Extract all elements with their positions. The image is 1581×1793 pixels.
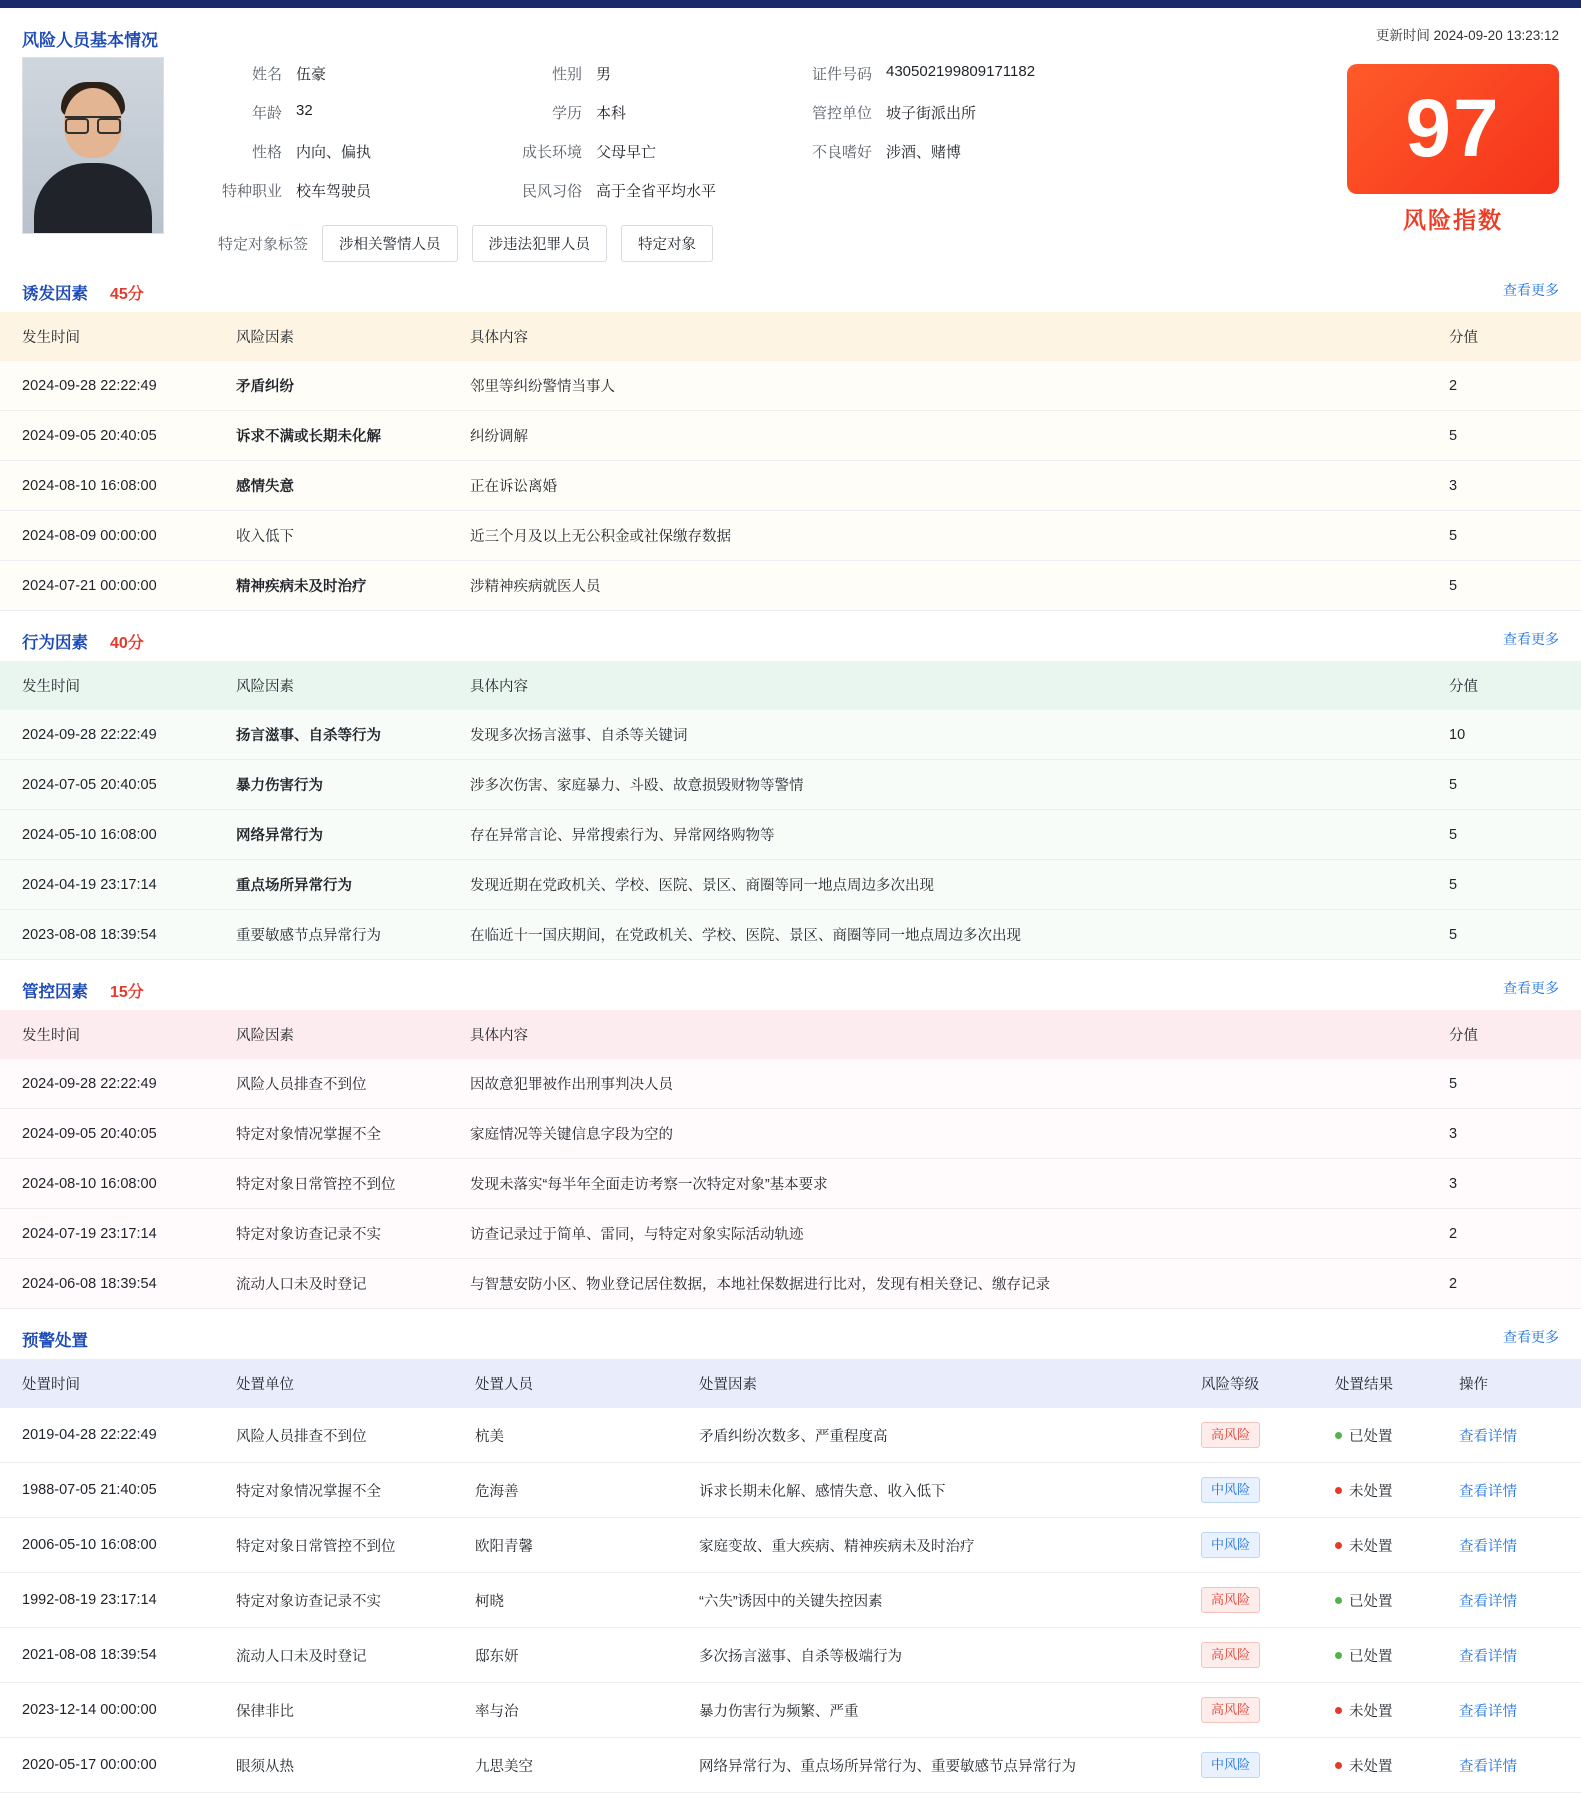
cell-result [1323,1573,1447,1628]
table-row [0,760,1581,810]
warning-section [0,1327,1581,1793]
person-field [196,63,496,84]
table-row [0,1059,1581,1109]
cell-score: 5 [1437,511,1581,561]
cell-person: 柯晓 [463,1573,687,1628]
cell-score: 5 [1437,860,1581,910]
cell-time: 2019-04-28 22:22:49 [0,1408,224,1463]
cell-unit: 眼须从热 [224,1738,463,1793]
cell-detail: 正在诉讼离婚 [458,461,1437,511]
status-dot-icon [1335,1597,1342,1604]
factor-table [0,661,1581,960]
cell-risk-level [1189,1518,1323,1573]
cell-factor: 网络异常行为、重点场所异常行为、重要敏感节点异常行为 [687,1738,1189,1793]
cell-result [1323,1683,1447,1738]
table-row [0,1159,1581,1209]
person-field [496,180,786,201]
column-header: 风险因素 [236,330,294,346]
cell-detail: 发现未落实“每半年全面走访考察一次特定对象”基本要求 [458,1159,1437,1209]
cell-person: 欧阳青馨 [463,1518,687,1573]
person-field-value: 伍豪 [296,66,327,83]
cell-time: 2024-09-05 20:40:05 [0,1109,224,1159]
result-text: 已处置 [1349,1593,1393,1610]
cell-detail: 家庭情况等关键信息字段为空的 [458,1109,1437,1159]
status-dot-icon [1335,1432,1342,1439]
tag-list [322,225,727,262]
cell-factor: 特定对象日常管控不到位 [224,1159,458,1209]
cell-risk-level [1189,1628,1323,1683]
table-row [0,411,1581,461]
cell-time: 2024-07-19 23:17:14 [0,1209,224,1259]
person-field-label: 姓名 [251,66,282,83]
factor-more-link[interactable]: 查看更多 [1503,980,1559,996]
cell-time: 2006-05-10 16:08:00 [0,1518,224,1573]
cell-person: 危海善 [463,1463,687,1518]
cell-factor: 风险人员排查不到位 [224,1059,458,1109]
cell-factor: 诉求不满或长期未化解 [224,411,458,461]
cell-time: 1992-08-19 23:17:14 [0,1573,224,1628]
cell-detail: 存在异常言论、异常搜索行为、异常网络购物等 [458,810,1437,860]
cell-factor: 重要敏感节点异常行为 [224,910,458,960]
cell-score: 3 [1437,1159,1581,1209]
result-text: 未处置 [1349,1703,1393,1720]
person-field-label: 特种职业 [221,183,282,200]
table-row [0,1738,1581,1793]
cell-operation [1447,1518,1581,1573]
cell-risk-level [1189,1463,1323,1518]
cell-time: 2024-09-05 20:40:05 [0,411,224,461]
view-detail-link[interactable]: 查看详情 [1459,1538,1517,1555]
column-header: 具体内容 [470,679,528,695]
factor-section [0,629,1581,960]
factor-section-score: 45分 [110,286,144,303]
column-header: 具体内容 [470,1028,528,1044]
person-field-value: 本科 [596,105,627,122]
cell-score: 5 [1437,810,1581,860]
factor-section-head [0,280,1581,304]
cell-detail: 因故意犯罪被作出刑事判决人员 [458,1059,1437,1109]
factor-more-link[interactable]: 查看更多 [1503,282,1559,298]
factor-section-title: 行为因素 [22,634,88,652]
cell-unit: 特定对象日常管控不到位 [224,1518,463,1573]
cell-time: 2024-04-19 23:17:14 [0,860,224,910]
cell-operation [1447,1683,1581,1738]
person-field-value: 430502199809171182 [886,63,1036,80]
column-header: 处置因素 [699,1377,757,1393]
cell-detail: 涉多次伤害、家庭暴力、斗殴、故意损毁财物等警情 [458,760,1437,810]
cell-time: 1988-07-05 21:40:05 [0,1463,224,1518]
table-row [0,710,1581,760]
column-header: 具体内容 [470,330,528,346]
status-dot-icon [1335,1542,1342,1549]
cell-time: 2024-08-10 16:08:00 [0,1159,224,1209]
factor-sections [0,280,1581,1309]
person-field-value: 32 [296,102,313,119]
person-field-label: 年龄 [251,105,282,122]
cell-result [1323,1518,1447,1573]
cell-factor: 诉求长期未化解、感情失意、收入低下 [687,1463,1189,1518]
factor-section-title: 管控因素 [22,983,88,1001]
view-detail-link[interactable]: 查看详情 [1459,1703,1517,1720]
column-header: 发生时间 [22,1028,80,1044]
table-row [0,1683,1581,1738]
cell-risk-level [1189,1408,1323,1463]
person-field-value: 男 [596,66,612,83]
column-header: 发生时间 [22,679,80,695]
cell-result [1323,1738,1447,1793]
cell-factor: 暴力伤害行为 [224,760,458,810]
cell-risk-level [1189,1573,1323,1628]
warning-table-body [0,1408,1581,1793]
warning-more-link[interactable]: 查看更多 [1503,1329,1559,1345]
cell-detail: 涉精神疾病就医人员 [458,561,1437,611]
factor-section-head [0,978,1581,1002]
result-text: 未处置 [1349,1483,1393,1500]
person-field-value: 坡子街派出所 [886,105,977,122]
column-header: 处置单位 [236,1377,294,1393]
cell-person: 九思美空 [463,1738,687,1793]
cell-score: 2 [1437,361,1581,411]
column-header: 操作 [1459,1377,1488,1393]
factor-table-header [0,1010,1581,1059]
page-title: 风险人员基本情况 [22,31,158,50]
cell-score: 3 [1437,1109,1581,1159]
cell-time: 2024-07-21 00:00:00 [0,561,224,611]
warning-table [0,1359,1581,1793]
table-row [0,1518,1581,1573]
cell-factor: 流动人口未及时登记 [224,1259,458,1309]
cell-result [1323,1408,1447,1463]
cell-score: 5 [1437,1059,1581,1109]
cell-time: 2024-06-08 18:39:54 [0,1259,224,1309]
factor-section-score: 15分 [110,984,144,1001]
status-badge: 中风险 [1201,1477,1260,1503]
person-field [196,102,496,123]
column-header: 发生时间 [22,330,80,346]
table-row [0,1109,1581,1159]
person-field-label: 性别 [551,66,582,83]
cell-result [1323,1628,1447,1683]
cell-operation [1447,1738,1581,1793]
top-accent-bar [0,0,1581,8]
cell-factor: 收入低下 [224,511,458,561]
cell-time: 2020-05-17 00:00:00 [0,1738,224,1793]
result-text: 未处置 [1349,1758,1393,1775]
cell-score: 5 [1437,910,1581,960]
person-field-label: 性格 [251,144,282,161]
cell-score: 2 [1437,1259,1581,1309]
table-row [0,1259,1581,1309]
factor-table [0,312,1581,611]
person-photo [22,57,164,234]
cell-factor: 矛盾纠纷 [224,361,458,411]
cell-detail: 访查记录过于简单、雷同，与特定对象实际活动轨迹 [458,1209,1437,1259]
column-header: 处置时间 [22,1377,80,1393]
cell-factor: 网络异常行为 [224,810,458,860]
update-time: 更新时间 2024-09-20 13:23:12 [1375,28,1559,43]
cell-factor: 重点场所异常行为 [224,860,458,910]
cell-factor: 暴力伤害行为频繁、严重 [687,1683,1189,1738]
cell-detail: 发现近期在党政机关、学校、医院、景区、商圈等同一地点周边多次出现 [458,860,1437,910]
cell-detail: 邻里等纠纷警情当事人 [458,361,1437,411]
photo-glasses [65,116,121,132]
cell-person: 杭美 [463,1408,687,1463]
cell-score: 10 [1437,710,1581,760]
view-detail-link[interactable]: 查看详情 [1459,1428,1517,1445]
cell-risk-level [1189,1738,1323,1793]
cell-factor: 感情失意 [224,461,458,511]
table-row [0,1573,1581,1628]
basic-info-section [0,8,1581,262]
risk-index-label: 风险指数 [1403,207,1503,233]
column-header: 风险等级 [1201,1377,1259,1393]
view-detail-link[interactable]: 查看详情 [1459,1483,1517,1500]
view-detail-link[interactable]: 查看详情 [1459,1648,1517,1665]
table-row [0,561,1581,611]
view-detail-link[interactable]: 查看详情 [1459,1758,1517,1775]
cell-operation [1447,1628,1581,1683]
cell-score: 2 [1437,1209,1581,1259]
status-badge: 中风险 [1201,1752,1260,1778]
table-row [0,910,1581,960]
cell-unit: 风险人员排查不到位 [224,1408,463,1463]
cell-score: 3 [1437,461,1581,511]
cell-score: 5 [1437,411,1581,461]
view-detail-link[interactable]: 查看详情 [1459,1593,1517,1610]
factor-section-head [0,629,1581,653]
cell-time: 2024-09-28 22:22:49 [0,361,224,411]
cell-factor: 特定对象情况掌握不全 [224,1109,458,1159]
person-field-label: 民风习俗 [521,183,582,200]
cell-factor: 矛盾纠纷次数多、严重程度高 [687,1408,1189,1463]
person-field-value: 内向、偏执 [296,144,372,161]
status-badge: 高风险 [1201,1697,1260,1723]
object-tag[interactable]: 涉违法犯罪人员 [472,225,608,262]
status-dot-icon [1335,1707,1342,1714]
table-row [0,1628,1581,1683]
factor-table-header [0,661,1581,710]
tags-label: 特定对象标签 [217,236,308,253]
factor-table [0,1010,1581,1309]
person-field [496,102,786,123]
result-text: 已处置 [1349,1428,1393,1445]
cell-person: 邸东妍 [463,1628,687,1683]
cell-score: 5 [1437,760,1581,810]
photo-body [34,163,152,233]
factor-section [0,978,1581,1309]
person-field [196,180,496,201]
column-header: 分值 [1449,1028,1478,1044]
cell-operation [1447,1463,1581,1518]
factor-table-header [0,312,1581,361]
person-field-label: 证件号码 [811,66,872,83]
factor-more-link[interactable]: 查看更多 [1503,631,1559,647]
cell-unit: 流动人口未及时登记 [224,1628,463,1683]
status-dot-icon [1335,1762,1342,1769]
factor-section-score: 40分 [110,635,144,652]
cell-time: 2023-12-14 00:00:00 [0,1683,224,1738]
warning-section-title: 预警处置 [22,1332,88,1350]
cell-person: 率与治 [463,1683,687,1738]
cell-factor: 家庭变故、重大疾病、精神疾病未及时治疗 [687,1518,1189,1573]
cell-factor: 精神疾病未及时治疗 [224,561,458,611]
table-row [0,1209,1581,1259]
column-header: 风险因素 [236,679,294,695]
cell-time: 2024-07-05 20:40:05 [0,760,224,810]
person-field [496,63,786,84]
person-field [786,141,1206,162]
cell-detail: 与智慧安防小区、物业登记居住数据，本地社保数据进行比对，发现有相关登记、缴存记录 [458,1259,1437,1309]
status-badge: 高风险 [1201,1587,1260,1613]
person-field-label: 成长环境 [521,144,582,161]
person-field-value: 父母早亡 [596,144,657,161]
status-badge: 高风险 [1201,1642,1260,1668]
person-field [786,102,1206,123]
cell-score: 5 [1437,561,1581,611]
cell-unit: 特定对象访查记录不实 [224,1573,463,1628]
person-field [786,63,1206,84]
warning-table-header [0,1359,1581,1408]
cell-time: 2021-08-08 18:39:54 [0,1628,224,1683]
table-row [0,361,1581,411]
table-row [0,1463,1581,1518]
person-field-label: 不良嗜好 [811,144,872,161]
column-header: 风险因素 [236,1028,294,1044]
cell-time: 2024-08-09 00:00:00 [0,511,224,561]
cell-factor: 扬言滋事、自杀等行为 [224,710,458,760]
status-badge: 中风险 [1201,1532,1260,1558]
cell-operation [1447,1408,1581,1463]
result-text: 已处置 [1349,1648,1393,1665]
status-badge: 高风险 [1201,1422,1260,1448]
object-tag[interactable]: 特定对象 [621,225,713,262]
cell-time: 2024-08-10 16:08:00 [0,461,224,511]
column-header: 分值 [1449,330,1478,346]
status-dot-icon [1335,1652,1342,1659]
cell-risk-level [1189,1683,1323,1738]
cell-time: 2023-08-08 18:39:54 [0,910,224,960]
person-field-value: 校车驾驶员 [296,183,372,200]
column-header: 处置人员 [475,1377,533,1393]
cell-factor: “六失”诱因中的关键失控因素 [687,1573,1189,1628]
person-field [196,141,496,162]
cell-time: 2024-09-28 22:22:49 [0,1059,224,1109]
factor-section-title: 诱发因素 [22,285,88,303]
cell-detail: 在临近十一国庆期间，在党政机关、学校、医院、景区、商圈等同一地点周边多次出现 [458,910,1437,960]
person-field-label: 学历 [551,105,582,122]
table-row [0,860,1581,910]
risk-score-value: 97 [1347,64,1559,194]
column-header: 分值 [1449,679,1478,695]
status-dot-icon [1335,1487,1342,1494]
result-text: 未处置 [1349,1538,1393,1555]
person-field [496,141,786,162]
cell-detail: 发现多次扬言滋事、自杀等关键词 [458,710,1437,760]
column-header: 处置结果 [1335,1377,1393,1393]
cell-operation [1447,1573,1581,1628]
cell-factor: 多次扬言滋事、自杀等极端行为 [687,1628,1189,1683]
table-row [0,511,1581,561]
cell-time: 2024-09-28 22:22:49 [0,710,224,760]
person-field-value: 高于全省平均水平 [596,183,717,200]
table-row [0,1408,1581,1463]
table-row [0,461,1581,511]
cell-unit: 保律非比 [224,1683,463,1738]
cell-unit: 特定对象情况掌握不全 [224,1463,463,1518]
factor-section [0,280,1581,611]
object-tag[interactable]: 涉相关警情人员 [322,225,458,262]
risk-index-box [1347,64,1559,235]
cell-time: 2024-05-10 16:08:00 [0,810,224,860]
person-field-label: 管控单位 [811,105,872,122]
table-row [0,810,1581,860]
cell-factor: 特定对象访查记录不实 [224,1209,458,1259]
cell-result [1323,1463,1447,1518]
cell-detail: 近三个月及以上无公积金或社保缴存数据 [458,511,1437,561]
person-field-value: 涉酒、赌博 [886,144,962,161]
cell-detail: 纠纷调解 [458,411,1437,461]
